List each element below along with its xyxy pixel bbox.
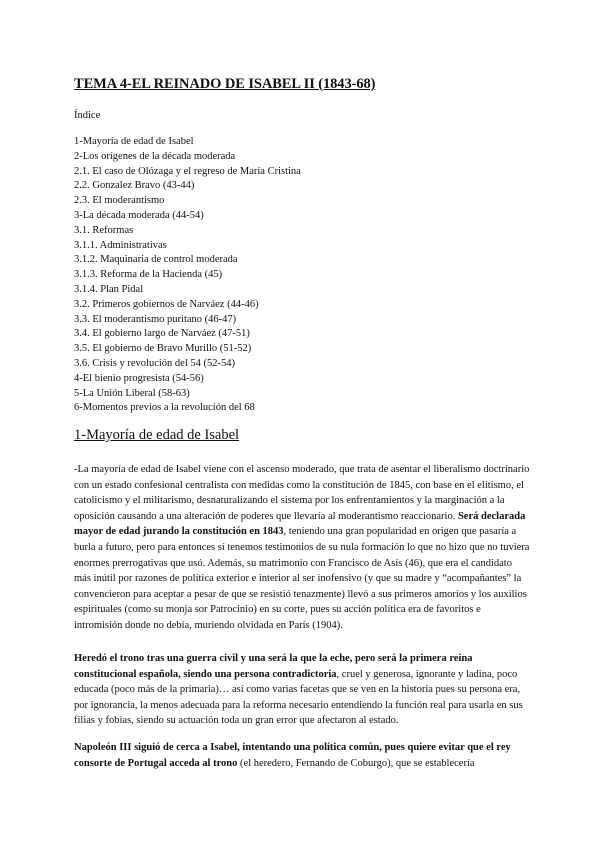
- index-label: Índice: [74, 110, 101, 121]
- paragraph-2-text: , cruel y generosa, ignorante y ladina, poco educada (poco más de la primaria)… así como varias facetas que se ven en la historia pues su persona era, por ignorancia, la menos adecuada para la reforma necesario entendiendo la función real para usarla en sus filias y fobias, siendo su actuación toda un gran error que afectaron al estado.: [74, 668, 523, 727]
- toc-item: 4-El bienio progresista (54-56): [74, 372, 204, 384]
- paragraph-1-text-a: -La mayoría de edad de Isabel viene con el ascenso moderado, que trata de asentar el liberalismo doctrinario con un estado confesional centralista con medidas como la constitución de 1845, con base en el elitismo, el catolicismo y el militarismo, desnaturalizando el sistema por los enfrentamientos y la marginación a la oposición causando a una alteración de poderes que llevaría al moderantismo reaccionario.: [74, 464, 530, 522]
- toc-item: 3.3. El moderantismo puritano (46-47): [74, 313, 237, 325]
- toc-item: 3.2. Primeros gobiernos de Narváez (44-46): [74, 298, 259, 310]
- toc-item: 3.5. El gobierno de Bravo Murillo (51-52): [74, 343, 252, 355]
- paragraph-3: [74, 740, 530, 771]
- toc-item: 3.4. El gobierno largo de Narváez (47-51): [74, 328, 250, 340]
- paragraph-2-bold: Heredó el trono tras una guerra civil y una será la que la eche, pero será la primera reina constitucional española, siendo una persona contradictoria: [74, 653, 473, 680]
- toc-item: 2.1. El caso de Olózaga y el regreso de María Cristina: [74, 165, 301, 177]
- paragraph-1-text-c: , teniendo una gran popularidad en origen que pasaría a burla a futuro, pero para entonces sí tenemos testimonios de su nula formación lo que no hizo que no tuviera enormes prerrogativas que usó. Además, su matrimonio con Francisco de Asís (46), que era el candidato más inútil por razones de política exterior e interior al ser inofensivo (y que su madre y “acompañantes” la convencieron para aceptar a pesar de que se resistió tenazmente) llevó a sus primeros amoríos y los auxilios espirituales (como su monja sor Patrocinio) en su corte, pues su acción política era de favoritos e intromisión donde no debía, muriendo olvidada en París (1904).: [74, 526, 530, 631]
- paragraph-3-text: (el heredero, Fernando de Coburgo), que se establecería: [237, 757, 475, 769]
- toc-item: 2-Los orígenes de la década moderada: [74, 150, 236, 162]
- toc-item: 6-Momentos previos a la revolución del 68: [74, 402, 255, 414]
- toc-item: 3.1.4. Plan Pidal: [74, 283, 144, 295]
- toc-item: 3.6. Crisis y revolución del 54 (52-54): [74, 357, 235, 369]
- toc-item: 3.1.2. Maquinaria de control moderada: [74, 254, 238, 266]
- table-of-contents: [74, 135, 301, 416]
- toc-item: 3.1.3. Reforma de la Hacienda (45): [74, 269, 223, 281]
- paragraph-3-bold: Napoleón III siguió de cerca a Isabel, intentando una política común, pues quiere evitar que el rey consorte de Portugal acceda al trono: [74, 742, 511, 769]
- paragraph-1-bold: Será declarada mayor de edad jurando la constitución en 1843: [74, 510, 526, 538]
- toc-item: 3.1.1. Administrativas: [74, 239, 167, 251]
- document-title: TEMA 4-EL REINADO DE ISABEL II (1843-68): [74, 76, 376, 92]
- toc-item: 2.3. El moderantismo: [74, 195, 165, 207]
- section-heading: 1-Mayoría de edad de Isabel: [74, 427, 240, 443]
- toc-item: 5-La Unión Liberal (58-63): [74, 387, 190, 399]
- toc-item: 1-Mayoría de edad de Isabel: [74, 136, 194, 147]
- toc-item: 2.2. Gonzalez Bravo (43-44): [74, 180, 195, 192]
- paragraph-1: [74, 462, 530, 634]
- paragraph-2: [74, 651, 530, 729]
- toc-item: 3-La década moderada (44-54): [74, 209, 204, 221]
- toc-item: 3.1. Reformas: [74, 224, 134, 236]
